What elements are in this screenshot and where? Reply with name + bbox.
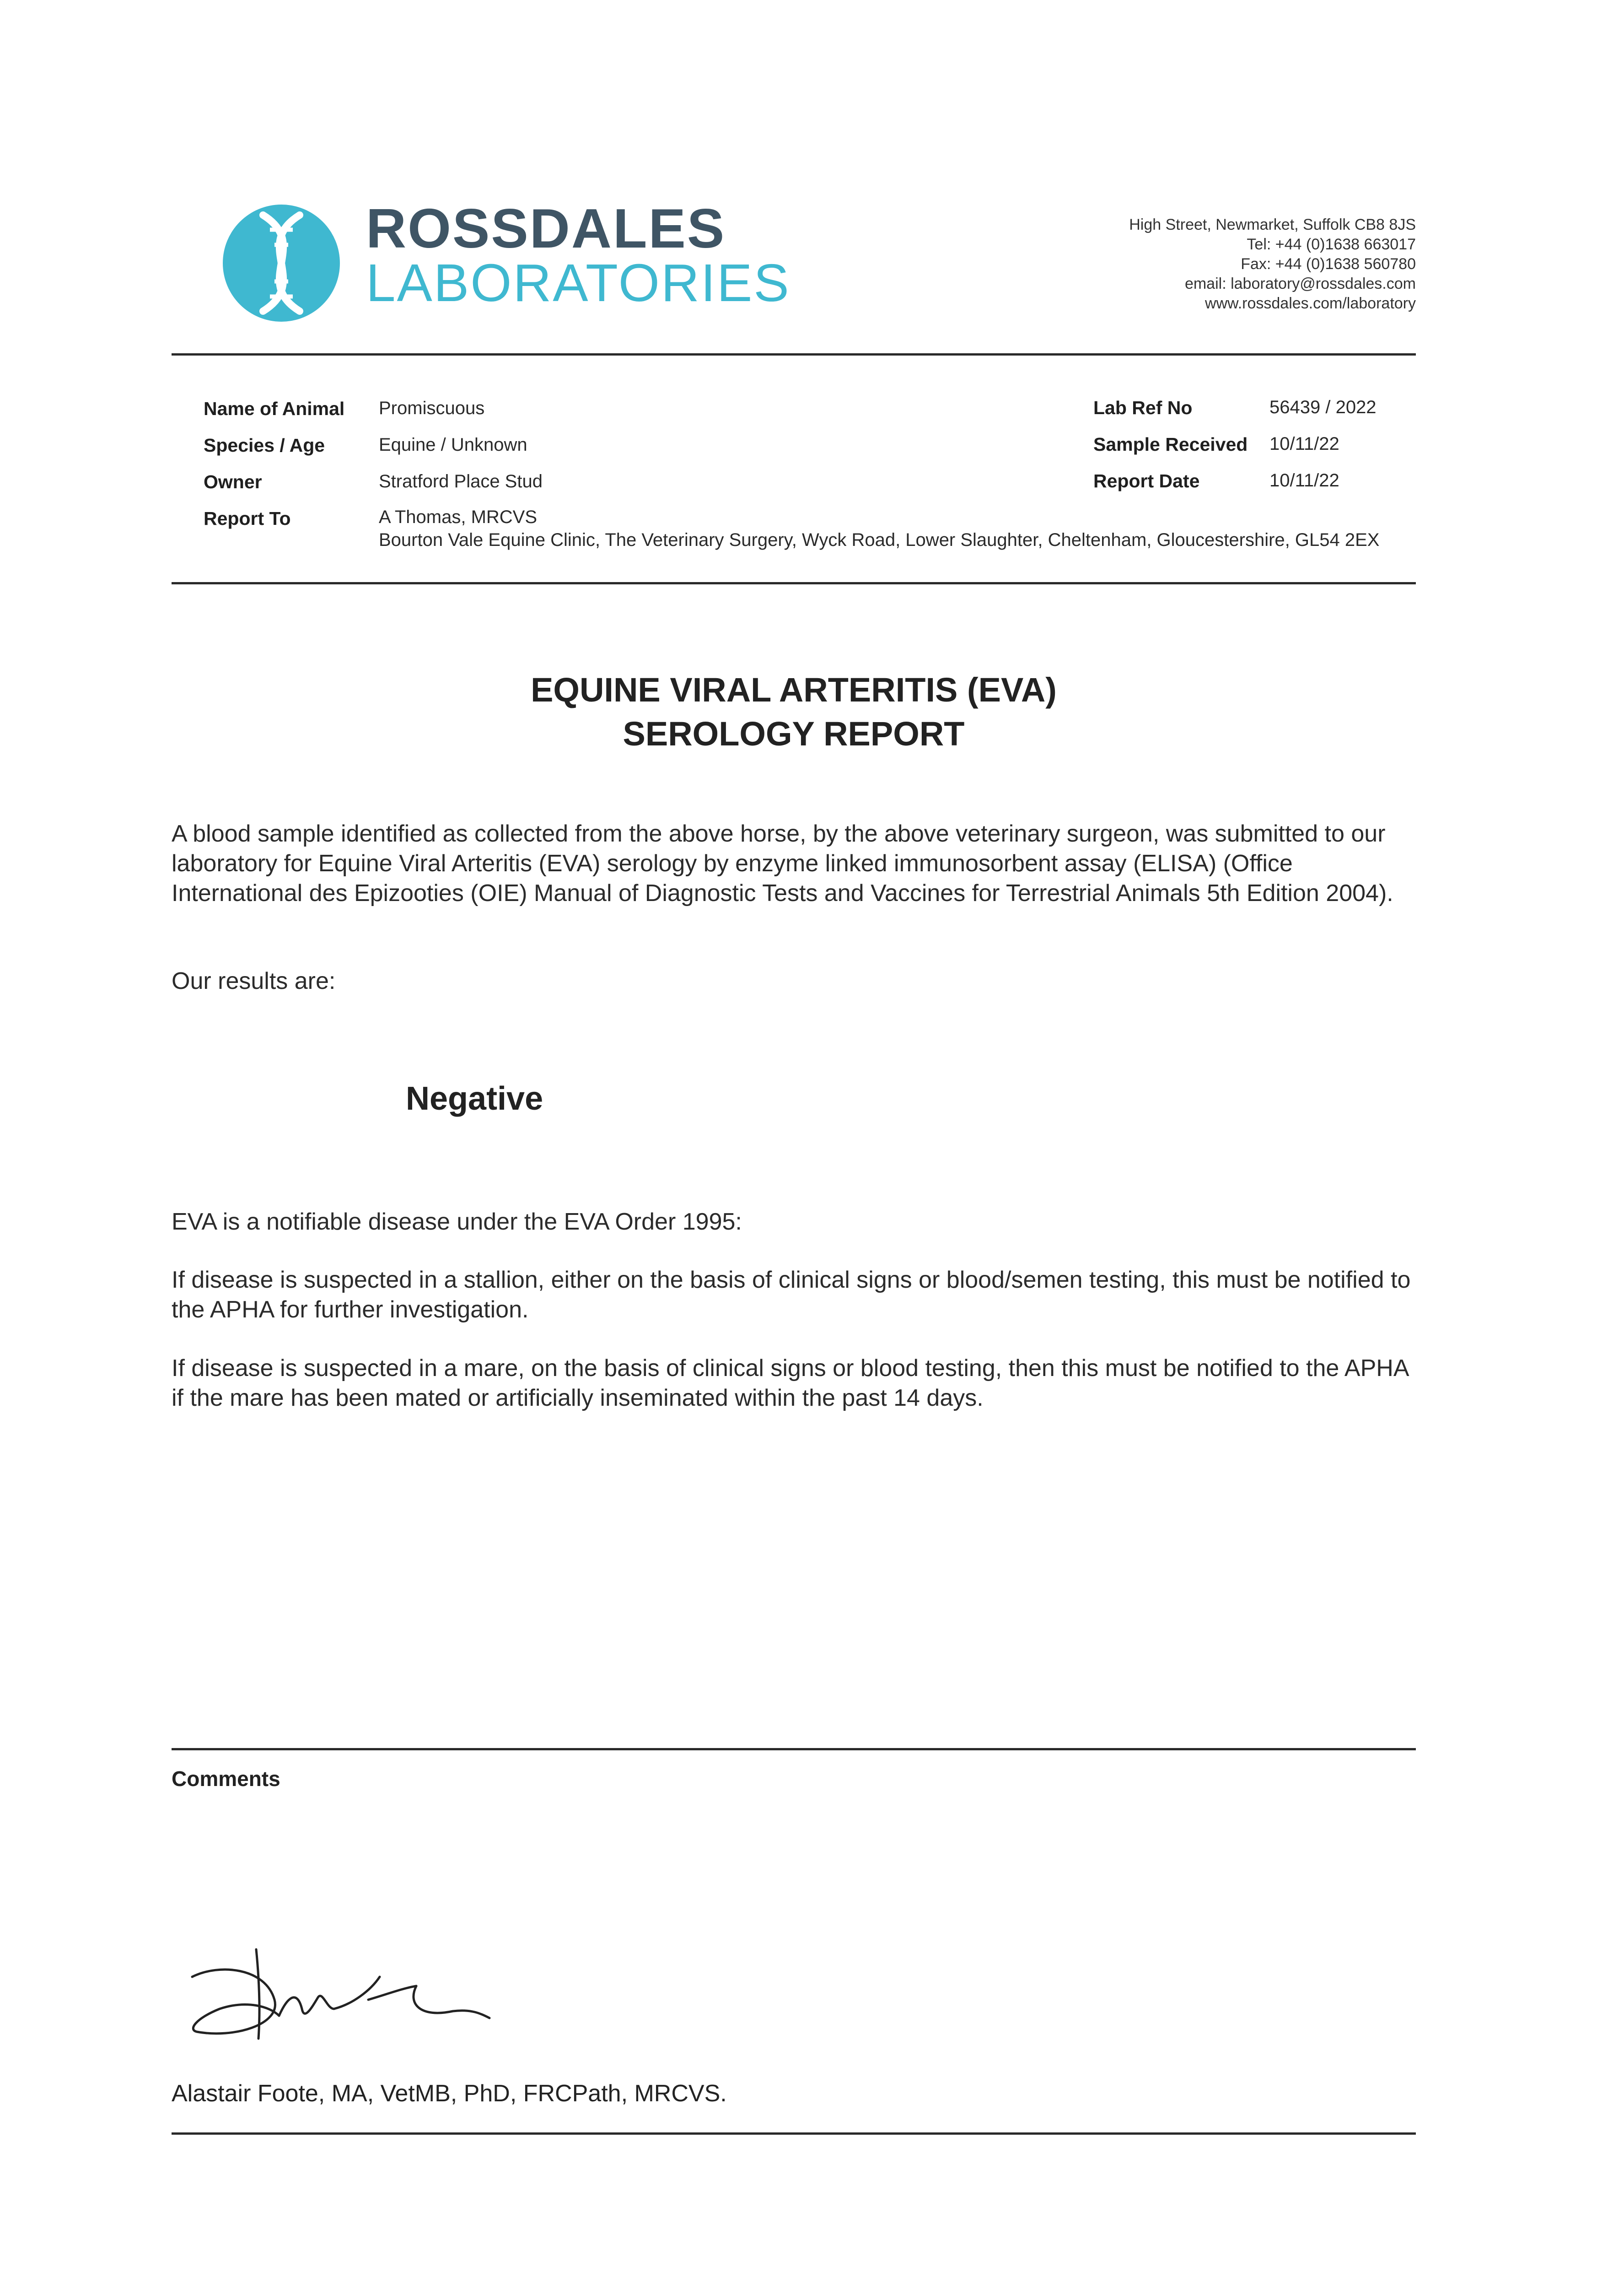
report-title-line1: EQUINE VIRAL ARTERITIS (EVA) (531, 671, 1057, 709)
footer-divider (172, 2132, 1416, 2135)
species-age-value: Equine / Unknown (379, 435, 527, 455)
header-divider (172, 353, 1416, 356)
sample-received-label: Sample Received (1093, 434, 1248, 455)
sample-received-value: 10/11/22 (1269, 434, 1339, 454)
report-to-label: Report To (204, 508, 291, 529)
contact-fax: Fax: +44 (0)1638 560780 (1241, 255, 1416, 273)
contact-web: www.rossdales.com/laboratory (1205, 295, 1416, 312)
lab-ref-label: Lab Ref No (1093, 397, 1193, 418)
mare-note: If disease is suspected in a mare, on the basis of clinical signs or blood testing, then this must be notified to the APHA if the mare has been mated or artificially inseminated within the past 14 days. (172, 1355, 1408, 1411)
results-intro: Our results are: (172, 968, 336, 994)
report-title-line2: SEROLOGY REPORT (623, 715, 965, 753)
intro-paragraph: A blood sample identified as collected from the above horse, by the above veterinary surgeon, was submitted to our laboratory for Equine Viral Arteritis (EVA) serology by enzyme linked immunosorbent assay (ELISA) (Office International des Epizooties (OIE) Manual of Diagnostic Tests and Vaccines for Terrestrial Animals 5th Edition 2004). (172, 820, 1393, 907)
info-divider (172, 582, 1416, 584)
contact-tel: Tel: +44 (0)1638 663017 (1247, 236, 1416, 253)
report-title (172, 668, 1416, 756)
signer-name: Alastair Foote, MA, VetMB, PhD, FRCPath, MRCVS. (172, 2080, 727, 2107)
signature (178, 1940, 499, 2050)
contact-address: High Street, Newmarket, Suffolk CB8 8JS (1129, 216, 1416, 233)
report-to-name: A Thomas, MRCVS (379, 507, 538, 527)
report-to-address: Bourton Vale Equine Clinic, The Veterinary Surgery, Wyck Road, Lower Slaughter, Cheltenham, Gloucestershire, GL54 2EX (379, 530, 1380, 550)
test-result: Negative (406, 1080, 543, 1117)
notifiable-statement: EVA is a notifiable disease under the EVA Order 1995: (172, 1209, 742, 1235)
dna-helix-icon (220, 201, 343, 325)
species-age-label: Species / Age (204, 435, 325, 456)
logo-name-line1: ROSSDALES (366, 197, 726, 259)
report-date-label: Report Date (1093, 470, 1200, 491)
report-date-value: 10/11/22 (1269, 470, 1339, 491)
comments-divider (172, 1748, 1416, 1750)
stallion-note: If disease is suspected in a stallion, either on the basis of clinical signs or blood/semen testing, this must be notified to the APHA for further investigation. (172, 1267, 1411, 1323)
name-of-animal-value: Promiscuous (379, 398, 485, 418)
contact-email: email: laboratory@rossdales.com (1184, 275, 1416, 292)
logo-name-line2: LABORATORIES (366, 253, 790, 313)
owner-label: Owner (204, 471, 262, 492)
owner-value: Stratford Place Stud (379, 471, 543, 491)
comments-label: Comments (172, 1767, 280, 1791)
contact-block (1129, 215, 1416, 313)
lab-ref-value: 56439 / 2022 (1269, 397, 1377, 417)
name-of-animal-label: Name of Animal (204, 398, 345, 419)
